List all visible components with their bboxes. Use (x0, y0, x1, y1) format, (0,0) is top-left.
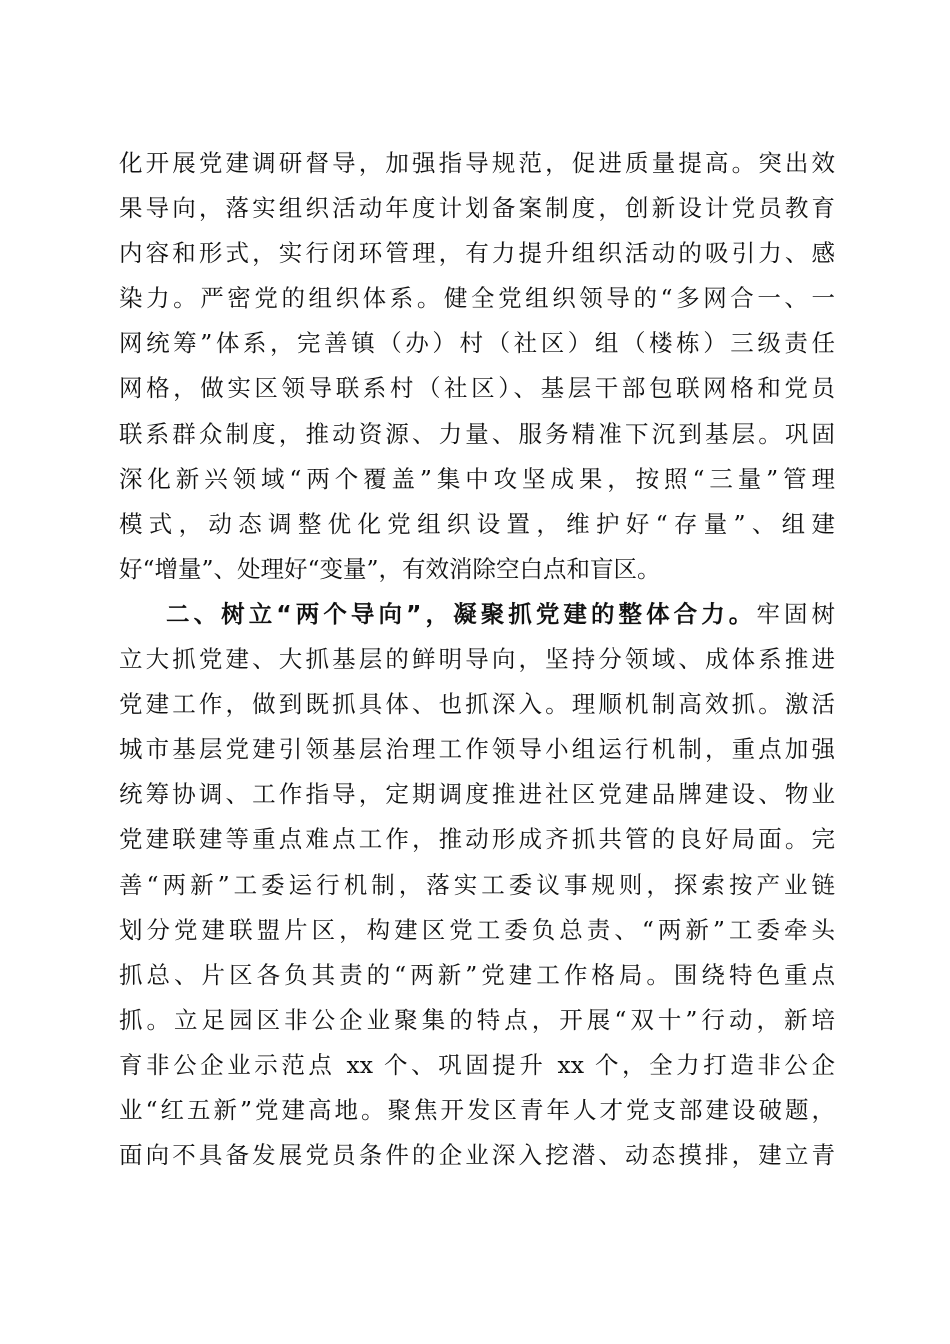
text-line: 联系群众制度，推动资源、力量、服务精准下沉到基层。巩固 (119, 419, 835, 448)
text-line: 网统筹”体系，完善镇（办）村（社区）组（楼栋）三级责任 (119, 329, 835, 358)
text-line: 染力。严密党的组织体系。健全党组织领导的“多网合一、一 (119, 284, 835, 313)
text-line: 好“增量”、处理好“变量”，有效消除空白点和盲区。 (119, 554, 661, 583)
text-line: 面向不具备发展党员条件的企业深入挖潜、动态摸排，建立青 (119, 1141, 835, 1170)
text-line: 统筹协调、工作指导，定期调度推进社区党建品牌建设、物业 (119, 780, 835, 809)
text-line: 善“两新”工委运行机制，落实工委议事规则，探索按产业链 (119, 870, 835, 899)
document-body (119, 141, 835, 1178)
text-line: 党建工作，做到既抓具体、也抓深入。理顺机制高效抓。激活 (119, 690, 835, 719)
text-line: 内容和形式，实行闭环管理，有力提升组织活动的吸引力、感 (119, 239, 835, 268)
text-line: 划分党建联盟片区，构建区党工委负总责、“两新”工委牵头 (119, 915, 835, 944)
text-line: 深化新兴领域“两个覆盖”集中攻坚成果，按照“三量”管理 (119, 464, 835, 493)
text-line: 果导向，落实组织活动年度计划备案制度，创新设计党员教育 (119, 194, 835, 223)
text-line: 立大抓党建、大抓基层的鲜明导向，坚持分领域、成体系推进 (119, 645, 835, 674)
text-line: 模式，动态调整优化党组织设置，维护好“存量”、组建 (119, 509, 835, 538)
text-line: 抓。立足园区非公企业聚集的特点，开展“双十”行动，新培 (119, 1005, 835, 1034)
section-first-line (119, 592, 835, 637)
section-heading: 二、树立“两个导向”，凝聚抓党建的整体合力。 (166, 599, 757, 628)
text-line: 网格，做实区领导联系村（社区）、基层干部包联网格和党员 (119, 374, 835, 403)
text-line: 化开展党建调研督导，加强指导规范，促进质量提高。突出效 (119, 149, 835, 177)
text-line: 业“红五新”党建高地。聚焦开发区青年人才党支部建设破题， (119, 1095, 835, 1124)
text-line: 城市基层党建引领基层治理工作领导小组运行机制，重点加强 (119, 735, 835, 764)
text-line: 抓总、片区各负其责的“两新”党建工作格局。围绕特色重点 (119, 960, 835, 989)
text-line: 育非公企业示范点 xx 个、巩固提升 xx 个，全力打造非公企 (119, 1050, 835, 1079)
section-heading-continuation: 牢固树 (756, 599, 836, 628)
text-line: 党建联建等重点难点工作，推动形成齐抓共管的良好局面。完 (119, 825, 835, 854)
